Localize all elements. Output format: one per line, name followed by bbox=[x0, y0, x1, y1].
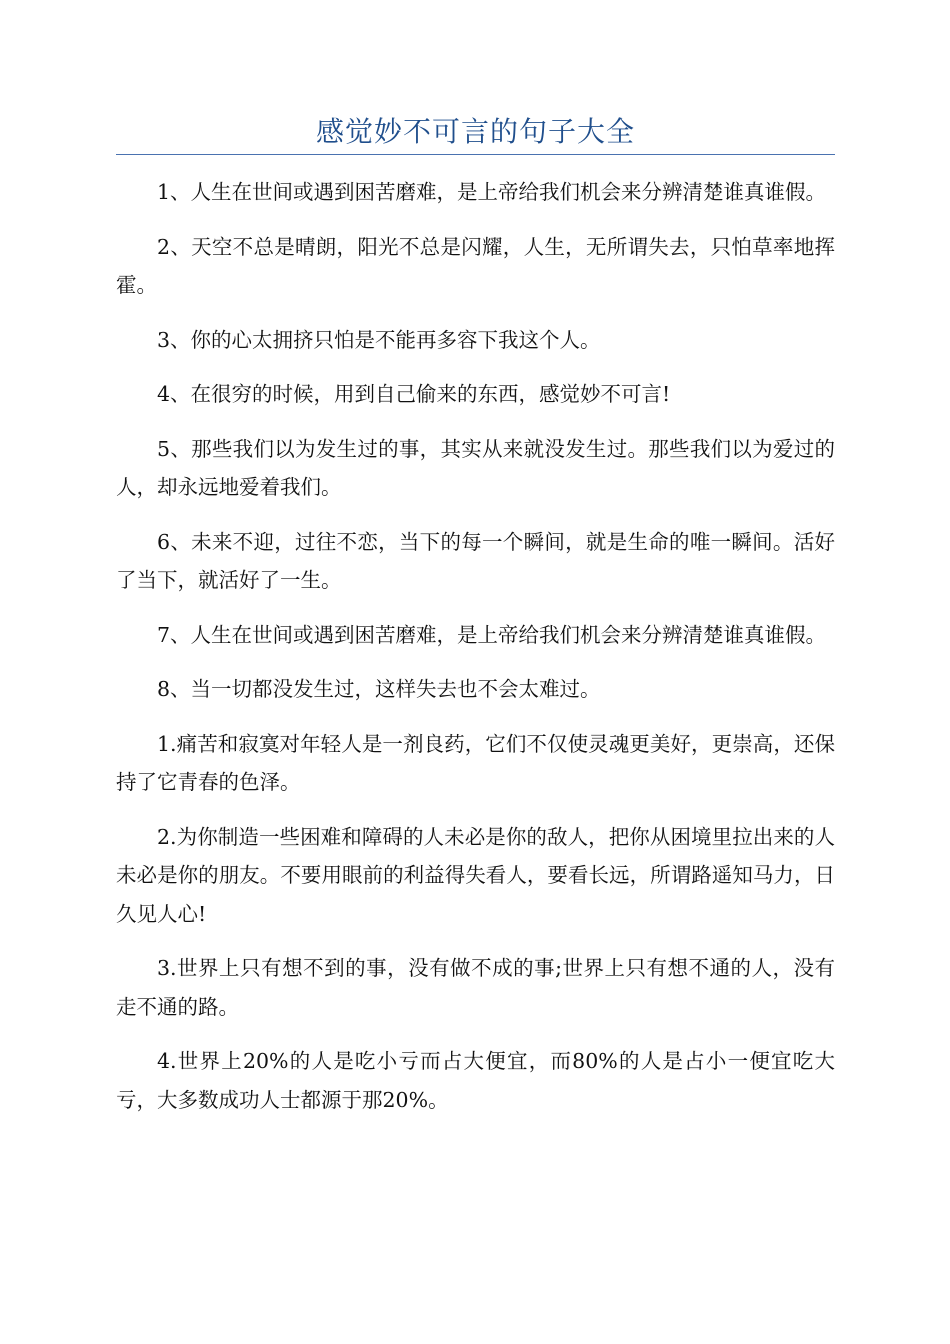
paragraph-7: 7、人生在世间或遇到困苦磨难，是上帝给我们机会来分辨清楚谁真谁假。 bbox=[157, 622, 827, 647]
paragraph-2: 2、天空不总是晴朗，阳光不总是闪耀，人生，无所谓失去，只怕草率地挥霍。 bbox=[116, 234, 835, 297]
paragraph-6: 6、未来不迎，过往不恋，当下的每一个瞬间，就是生命的唯一瞬间。活好了当下，就活好了一生。 bbox=[116, 529, 835, 592]
document-body bbox=[116, 173, 835, 1135]
paragraph-8: 8、当一切都没发生过，这样失去也不会太难过。 bbox=[157, 677, 601, 701]
document-title: 感觉妙不可言的句子大全 bbox=[315, 115, 635, 148]
paragraph-10: 2.为你制造一些困难和障碍的人未必是你的敌人，把你从困境里拉出来的人未必是你的朋友。不要用眼前的利益得失看人，要看长远，所谓路遥知马力，日久见人心! bbox=[116, 824, 835, 926]
paragraph-4: 4、在很穷的时候，用到自己偷来的东西，感觉妙不可言! bbox=[157, 382, 671, 406]
paragraph-1: 1、人生在世间或遇到困苦磨难，是上帝给我们机会来分辨清楚谁真谁假。 bbox=[157, 180, 827, 204]
paragraph-9: 1.痛苦和寂寞对年轻人是一剂良药，它们不仅使灵魂更美好，更崇高，还保持了它青春的色泽。 bbox=[116, 731, 835, 794]
title-underline bbox=[116, 154, 835, 155]
paragraph-11: 3.世界上只有想不到的事，没有做不成的事;世界上只有想不通的人，没有走不通的路。 bbox=[116, 956, 835, 1019]
paragraph-3: 3、你的心太拥挤只怕是不能再多容下我这个人。 bbox=[157, 327, 601, 352]
paragraph-5: 5、那些我们以为发生过的事，其实从来就没发生过。那些我们以为爱过的人，却永远地爱着我们。 bbox=[116, 436, 835, 499]
paragraph-12: 4.世界上20%的人是吃小亏而占大便宜，而80%的人是占小一便宜吃大亏，大多数成功人士都源于那20%。 bbox=[116, 1049, 835, 1112]
